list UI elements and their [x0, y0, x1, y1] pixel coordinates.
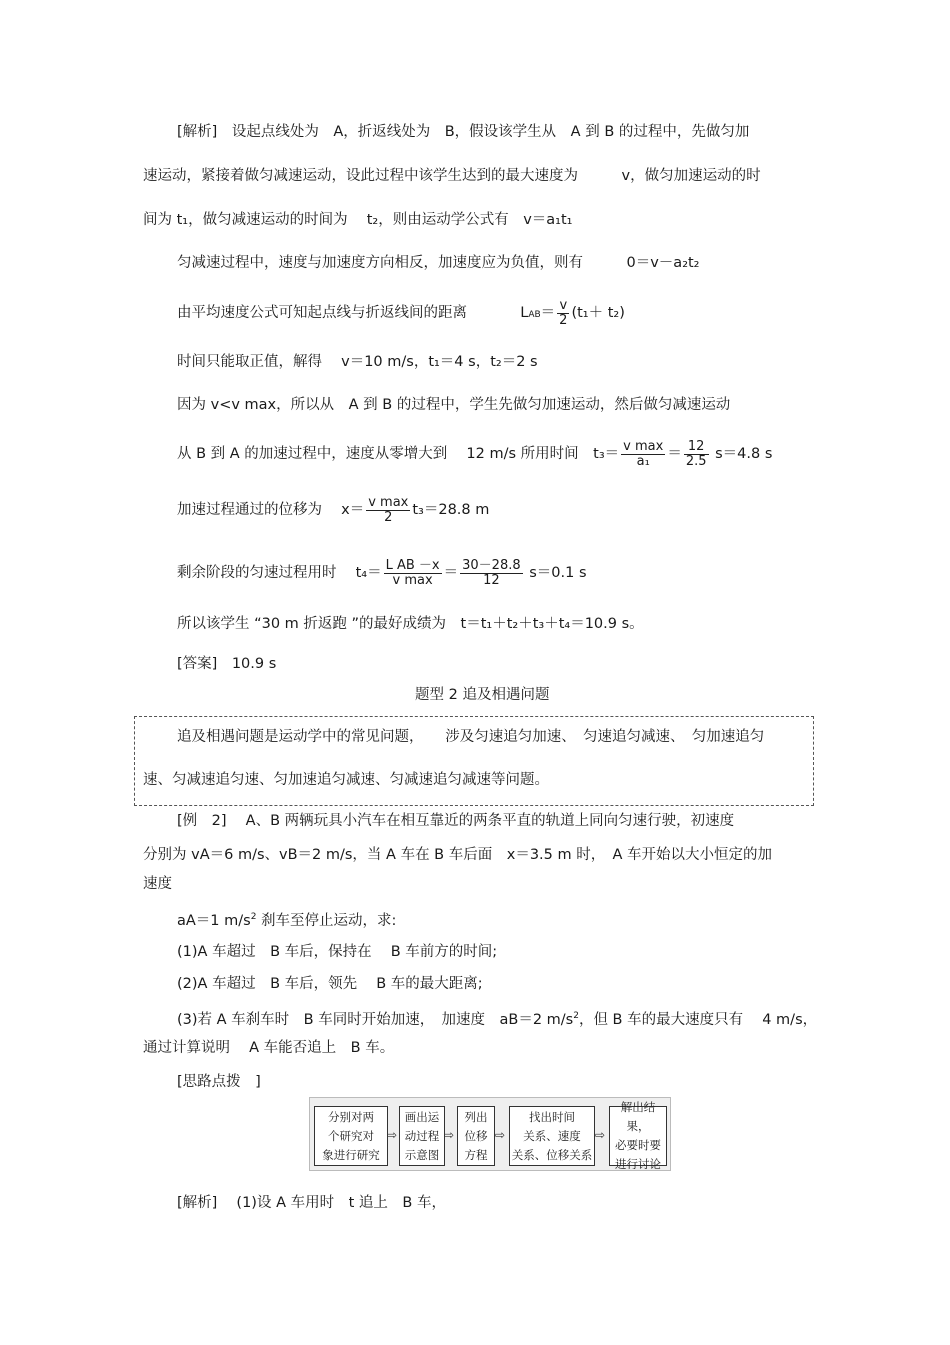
hint-label: [思路点拨 ] [177, 1074, 261, 1090]
text: 刹车至停止运动，求: [256, 913, 397, 929]
symbol: L [520, 305, 529, 321]
analysis-line-10: 剩余阶段的匀速过程用时 t₄＝ $\frac{\text{L AB －x}}{\text{v max}}$ ＝ $\frac{30-28.8}{12}$ s＝0.1 s [177, 557, 587, 588]
analysis-line-9 [177, 492, 489, 528]
flow-text: 个研究对 [328, 1128, 374, 1143]
text: 由平均速度公式可知起点线与折返线间的距离 [177, 305, 467, 321]
analysis-line-1: [解析] 设起点线处为 A，折返线处为 B，假设该学生从 A 到 B 的过程中，先做匀加 [177, 124, 750, 140]
fraction-12-over-2-5 [684, 440, 709, 469]
text: (t₁＋ t₂) [571, 305, 625, 321]
flow-text: 解出结果， [620, 1100, 656, 1133]
example-line-4 [177, 907, 396, 931]
flow-text: 方程 [464, 1147, 488, 1162]
flow-text: 列出 [464, 1109, 488, 1124]
analysis-line-2: 速运动，紧接着做匀减速运动，设此过程中该学生达到的最大速度为 v，做匀加速运动的时 [143, 168, 761, 184]
numerator: v max [623, 438, 664, 454]
question-3-cont: 通过计算说明 A 车能否追上 B 车。 [143, 1040, 395, 1056]
flow-step-4 [509, 1106, 595, 1166]
flow-text: 分别对两 [328, 1109, 374, 1124]
example-line-1: [例 2] A、B 两辆玩具小汽车在相互靠近的两条平直的轨道上同向匀速行驶，初速度 [177, 813, 735, 829]
arrow-right-icon: ⇨ [444, 1128, 455, 1142]
subscript: AB [528, 310, 541, 320]
example-line-2: 分别为 vA＝6 m/s、vB＝2 m/s，当 A 车在 B 车后面 x＝3.5 m 时， A 车开始以大小恒定的加 [143, 847, 772, 863]
fraction-vmax-over-a1 [621, 440, 665, 469]
denominator: 2.5 [685, 453, 707, 469]
denominator: v max [392, 572, 433, 588]
analysis-line-4: 匀减速过程中，速度与加速度方向相反，加速度应为负值，则有 0＝v－a₂t₂ [177, 255, 700, 271]
text: (3)若 A 车刹车时 B 车同时开始加速， 加速度 aB＝2 m/s [177, 1012, 574, 1028]
example-line-3: 速度 [143, 876, 172, 892]
summary-line-1: 追及相遇问题是运动学中的常见问题， 涉及匀速追匀加速、 匀速追匀减速、 匀加速追匀 [177, 729, 765, 745]
text: aA＝1 m/s [177, 913, 251, 929]
answer-line: [答案] 10.9 s [177, 656, 277, 672]
text: 从 B 到 A 的加速过程中，速度从零增大到 12 m/s 所用时间 t₃＝ [177, 446, 620, 462]
flow-text: 找出时间 [529, 1109, 575, 1124]
flow-step-1 [314, 1106, 388, 1166]
flow-text: 进行讨论 [615, 1157, 661, 1171]
arrow-right-icon: ⇨ [387, 1128, 398, 1142]
fraction-30-minus-28-8 [460, 559, 523, 588]
thinking-flowchart [309, 1097, 671, 1171]
question-3 [177, 1006, 817, 1030]
flow-step-2 [399, 1106, 445, 1166]
fraction-v-over-2 [557, 299, 569, 328]
superscript: 2 [573, 1011, 579, 1021]
denominator: 2 [559, 312, 568, 328]
flow-step-3 [457, 1106, 495, 1166]
fraction-vmax-over-2 [366, 496, 410, 525]
flow-text: 位移 [464, 1128, 488, 1143]
denominator: 2 [384, 509, 393, 525]
analysis-start: [解析] (1)设 A 车用时 t 追上 B 车， [177, 1195, 446, 1211]
numerator: v max [368, 494, 409, 510]
flow-text: 动过程 [404, 1128, 440, 1143]
numerator: v [557, 299, 569, 314]
arrow-right-icon: ⇨ [495, 1128, 506, 1142]
text: ，但 B 车的最大速度只有 4 m/s， [578, 1012, 818, 1028]
analysis-line-3: 间为 t₁，做匀减速运动的时间为 t₂，则由运动学公式有 v＝a₁t₁ [143, 212, 573, 228]
equals: ＝ [540, 305, 556, 321]
flow-text: 关系、速度 [523, 1128, 581, 1143]
analysis-line-8: 从 B 到 A 的加速过程中，速度从零增大到 12 m/s 所用时间 t₃＝ $\frac{\text{v max}}{\text{a₁}}$ ＝ $\frac{12}{2.5}$ s＝4.8 s [177, 438, 773, 469]
fraction-lab-minus-x [384, 559, 442, 588]
flow-text: 必要时要 [615, 1138, 661, 1152]
denominator: a₁ [636, 453, 650, 469]
flow-text: 象进行研究 [322, 1147, 380, 1162]
numerator: 12 [684, 440, 709, 455]
superscript: 2 [250, 912, 257, 922]
analysis-line-11: 所以该学生 “30 m 折返跑 ”的最好成绩为 t＝t₁＋t₂＋t₃＋t₄＝10.9 s。 [177, 616, 644, 632]
text: t₃＝28.8 m [412, 502, 490, 518]
flow-step-5 [609, 1100, 667, 1171]
analysis-line-6: 时间只能取正值，解得 v＝10 m/s，t₁＝4 s，t₂＝2 s [177, 354, 538, 370]
summary-line-2: 速、匀减速追匀速、匀加速追匀减速、匀减速追匀减速等问题。 [143, 772, 549, 788]
denominator: 12 [483, 572, 500, 588]
flow-text: 画出运 [404, 1109, 440, 1124]
question-1: (1)A 车超过 B 车后，保持在 B 车前方的时间; [177, 944, 498, 960]
numerator: 30－28.8 [462, 557, 521, 573]
analysis-line-7: 因为 v<v max，所以从 A 到 B 的过程中，学生先做匀加速运动，然后做匀减速运动 [177, 397, 731, 413]
flow-text: 关系、位移关系 [511, 1147, 593, 1162]
section-title: 题型 2 追及相遇问题 [415, 687, 550, 703]
text: s＝0.1 s [529, 565, 587, 581]
text: 剩余阶段的匀速过程用时 t₄＝ [177, 565, 382, 581]
text: 加速过程通过的位移为 x＝ [177, 502, 365, 518]
flow-text: 示意图 [404, 1147, 440, 1162]
text: s＝4.8 s [715, 446, 773, 462]
numerator: L AB －x [385, 557, 440, 573]
analysis-line-5 [177, 296, 625, 332]
arrow-right-icon: ⇨ [595, 1128, 606, 1142]
question-2: (2)A 车超过 B 车后，领先 B 车的最大距离; [177, 976, 483, 992]
